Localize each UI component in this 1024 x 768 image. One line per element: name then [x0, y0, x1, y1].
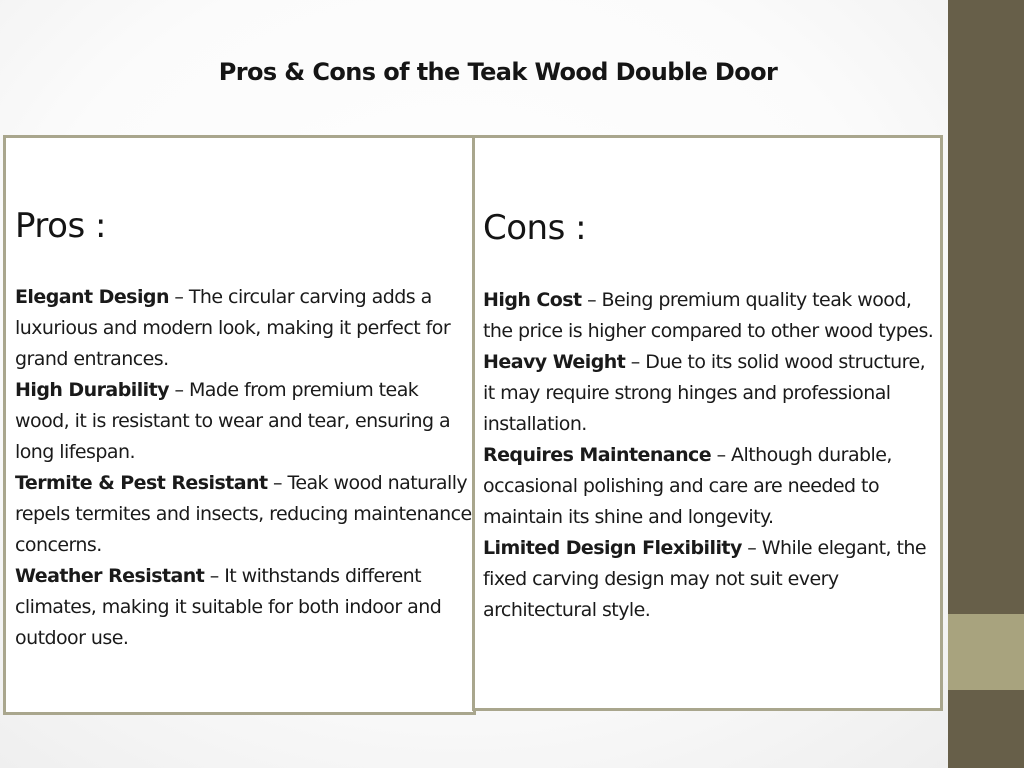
pros-item-title: High Durability: [15, 379, 170, 401]
pros-item-termite-pest-resistant: [15, 468, 475, 561]
pros-heading: Pros :: [15, 206, 106, 246]
pros-item-separator: –: [204, 565, 225, 587]
slide-title: Pros & Cons of the Teak Wood Double Door: [218, 58, 778, 86]
pros-item-text: The circular carving adds a luxurious and modern look, making it perfect for grand entrances.: [15, 286, 451, 370]
cons-list: [483, 285, 941, 626]
cons-item-title: Requires Maintenance: [483, 444, 712, 466]
pros-item-title: Elegant Design: [15, 286, 169, 308]
cons-item-high-cost: [483, 285, 941, 347]
cons-item-separator: –: [581, 289, 602, 311]
cons-heading: Cons :: [483, 208, 587, 248]
cons-item-text: While elegant, the fixed carving design may not suit every architectural style.: [483, 537, 927, 621]
pros-item-title: Weather Resistant: [15, 565, 205, 587]
pros-item-text: It withstands different climates, making it suitable for both indoor and outdoor use.: [15, 565, 442, 649]
cons-item-title: Limited Design Flexibility: [483, 537, 742, 559]
cons-item-text: Although durable, occasional polishing and care are needed to maintain its shine and longevity.: [483, 444, 892, 528]
cons-item-requires-maintenance: [483, 440, 941, 533]
pros-item-text: Made from premium teak wood, it is resistant to wear and tear, ensuring a long lifespan.: [15, 379, 451, 463]
cons-item-limited-design-flexibility: [483, 533, 941, 626]
cons-item-separator: –: [711, 444, 732, 466]
pros-item-weather-resistant: [15, 561, 475, 654]
cons-item-text: Being premium quality teak wood, the price is higher compared to other wood types.: [483, 289, 934, 342]
cons-item-title: Heavy Weight: [483, 351, 626, 373]
cons-item-separator: –: [741, 537, 762, 559]
pros-item-separator: –: [169, 379, 189, 401]
pros-list: [15, 282, 475, 654]
pros-item-separator: –: [168, 286, 189, 308]
pros-item-high-durability: [15, 375, 475, 468]
pros-item-elegant-design: [15, 282, 475, 375]
pros-item-text: Teak wood naturally repels termites and insects, reducing maintenance concerns.: [15, 472, 472, 556]
cons-item-text: Due to its solid wood structure, it may require strong hinges and professional installation.: [483, 351, 926, 435]
pros-item-title: Termite & Pest Resistant: [15, 472, 268, 494]
pros-panel: [3, 135, 476, 715]
decorative-side-accent: [948, 614, 1024, 690]
cons-panel: [472, 135, 943, 711]
pros-item-separator: –: [267, 472, 288, 494]
cons-item-title: High Cost: [483, 289, 582, 311]
cons-item-heavy-weight: [483, 347, 941, 440]
cons-item-separator: –: [625, 351, 646, 373]
